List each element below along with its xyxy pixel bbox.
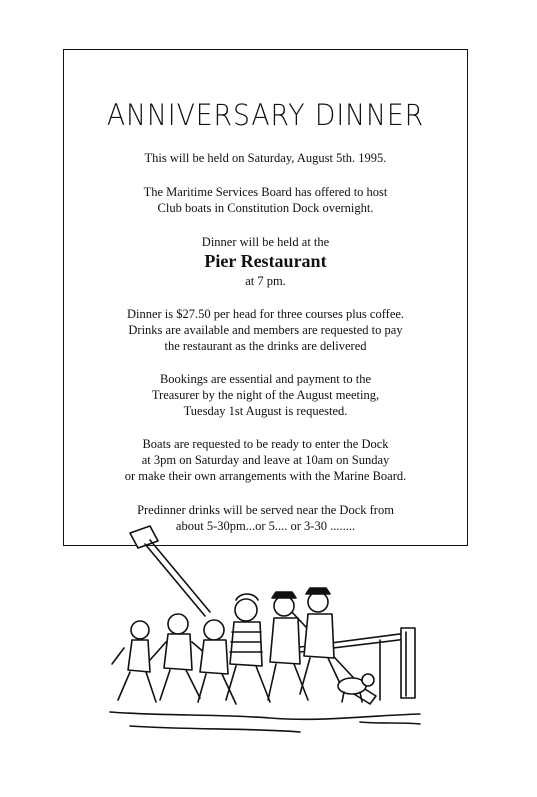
boats-line-1: Boats are requested to be ready to enter the Dock: [142, 437, 389, 451]
oar-icon: [130, 526, 210, 616]
booking-line-3: Tuesday 1st August is requested.: [183, 404, 348, 418]
price-line-3: the restaurant as the drinks are delivered: [164, 339, 367, 353]
msb-line-1: The Maritime Services Board has offered to host: [143, 185, 388, 199]
price-line-2: Drinks are available and members are requested to pay: [128, 323, 403, 337]
venue-name: Pier Restaurant: [204, 251, 327, 271]
booking-line-2: Treasurer by the night of the August meeting,: [151, 388, 380, 402]
rower-figures: [112, 588, 374, 704]
drinks-line-1: Predinner drinks will be served near the Dock from: [137, 503, 394, 517]
boats-line-2: at 3pm on Saturday and leave at 10am on Sunday: [141, 453, 390, 467]
dinner-intro: Dinner will be held at the: [201, 235, 330, 249]
page-title: ANNIVERSARY DINNER: [106, 98, 425, 132]
drinks-line-2: about 5-30pm...or 5.... or 3-30 ........: [175, 519, 356, 533]
dinner-time: at 7 pm.: [245, 274, 286, 288]
boats-line-3: or make their own arrangements with the Marine Board.: [124, 469, 407, 483]
date-line: This will be held on Saturday, August 5th. 1995.: [144, 151, 387, 165]
ground-lines: [110, 712, 420, 732]
msb-line-2: Club boats in Constitution Dock overnight.: [157, 201, 374, 215]
booking-line-1: Bookings are essential and payment to the: [159, 372, 372, 386]
price-line-1: Dinner is $27.50 per head for three courses plus coffee.: [126, 307, 405, 321]
